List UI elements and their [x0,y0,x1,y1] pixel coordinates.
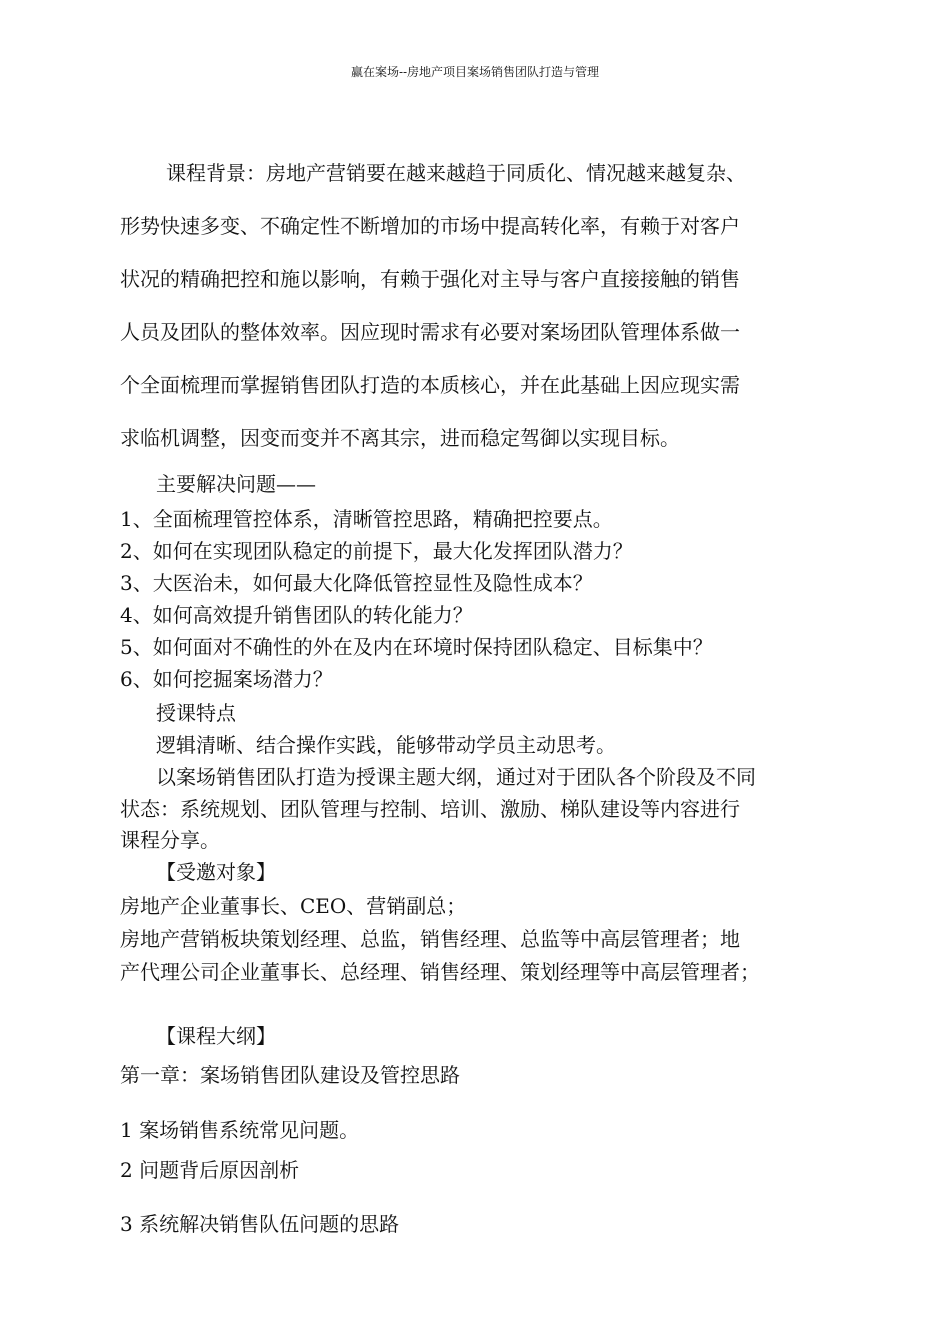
chapter-title: 第一章：案场销售团队建设及管控思路 [120,1063,460,1087]
audience-line: 房地产营销板块策划经理、总监，销售经理、总监等中高层管理者；地 [120,927,740,951]
background-paragraph-line: 状况的精确把控和施以影响，有赖于强化对主导与客户直接接触的销售 [120,267,740,291]
features-paragraph-line: 课程分享。 [120,828,220,852]
features-paragraph-line: 状态：系统规划、团队管理与控制、培训、激励、梯队建设等内容进行 [120,797,740,821]
background-paragraph-line: 人员及团队的整体效率。因应现时需求有必要对案场团队管理体系做一 [120,320,740,344]
problem-item: 5、如何面对不确性的外在及内在环境时保持团队稳定、目标集中？ [120,635,713,659]
problems-heading: 主要解决问题—— [156,472,316,496]
outline-heading: 【课程大纲】 [156,1024,276,1048]
features-paragraph-line: 以案场销售团队打造为授课主题大纲，通过对于团队各个阶段及不同 [156,765,756,789]
problem-item: 6、如何挖掘案场潜力？ [120,667,333,691]
features-heading: 授课特点 [156,701,236,725]
background-paragraph-line: 课程背景：房地产营销要在越来越趋于同质化、情况越来越复杂、 [166,161,746,185]
problem-item: 1、全面梳理管控体系，清晰管控思路，精确把控要点。 [120,507,613,531]
problem-item: 2、如何在实现团队稳定的前提下，最大化发挥团队潜力？ [120,539,633,563]
outline-item: 1 案场销售系统常见问题。 [120,1118,360,1142]
problem-item: 4、如何高效提升销售团队的转化能力？ [120,603,473,627]
background-paragraph-line: 求临机调整，因变而变并不离其宗，进而稳定驾御以实现目标。 [120,426,680,450]
features-line: 逻辑清晰、结合操作实践，能够带动学员主动思考。 [156,733,616,757]
background-paragraph-line: 个全面梳理而掌握销售团队打造的本质核心，并在此基础上因应现实需 [120,373,740,397]
page-title: 赢在案场--房地产项目案场销售团队打造与管理 [350,65,600,79]
outline-item: 2 问题背后原因剖析 [120,1158,300,1182]
audience-line: 产代理公司企业董事长、总经理、销售经理、策划经理等中高层管理者； [120,960,760,984]
outline-item: 3 系统解决销售队伍问题的思路 [120,1212,400,1236]
background-paragraph-line: 形势快速多变、不确定性不断增加的市场中提高转化率，有赖于对客户 [120,214,740,238]
audience-line: 房地产企业董事长、CEO、营销副总； [120,894,467,918]
problem-item: 3、大医治未，如何最大化降低管控显性及隐性成本？ [120,571,593,595]
audience-heading: 【受邀对象】 [156,860,276,884]
